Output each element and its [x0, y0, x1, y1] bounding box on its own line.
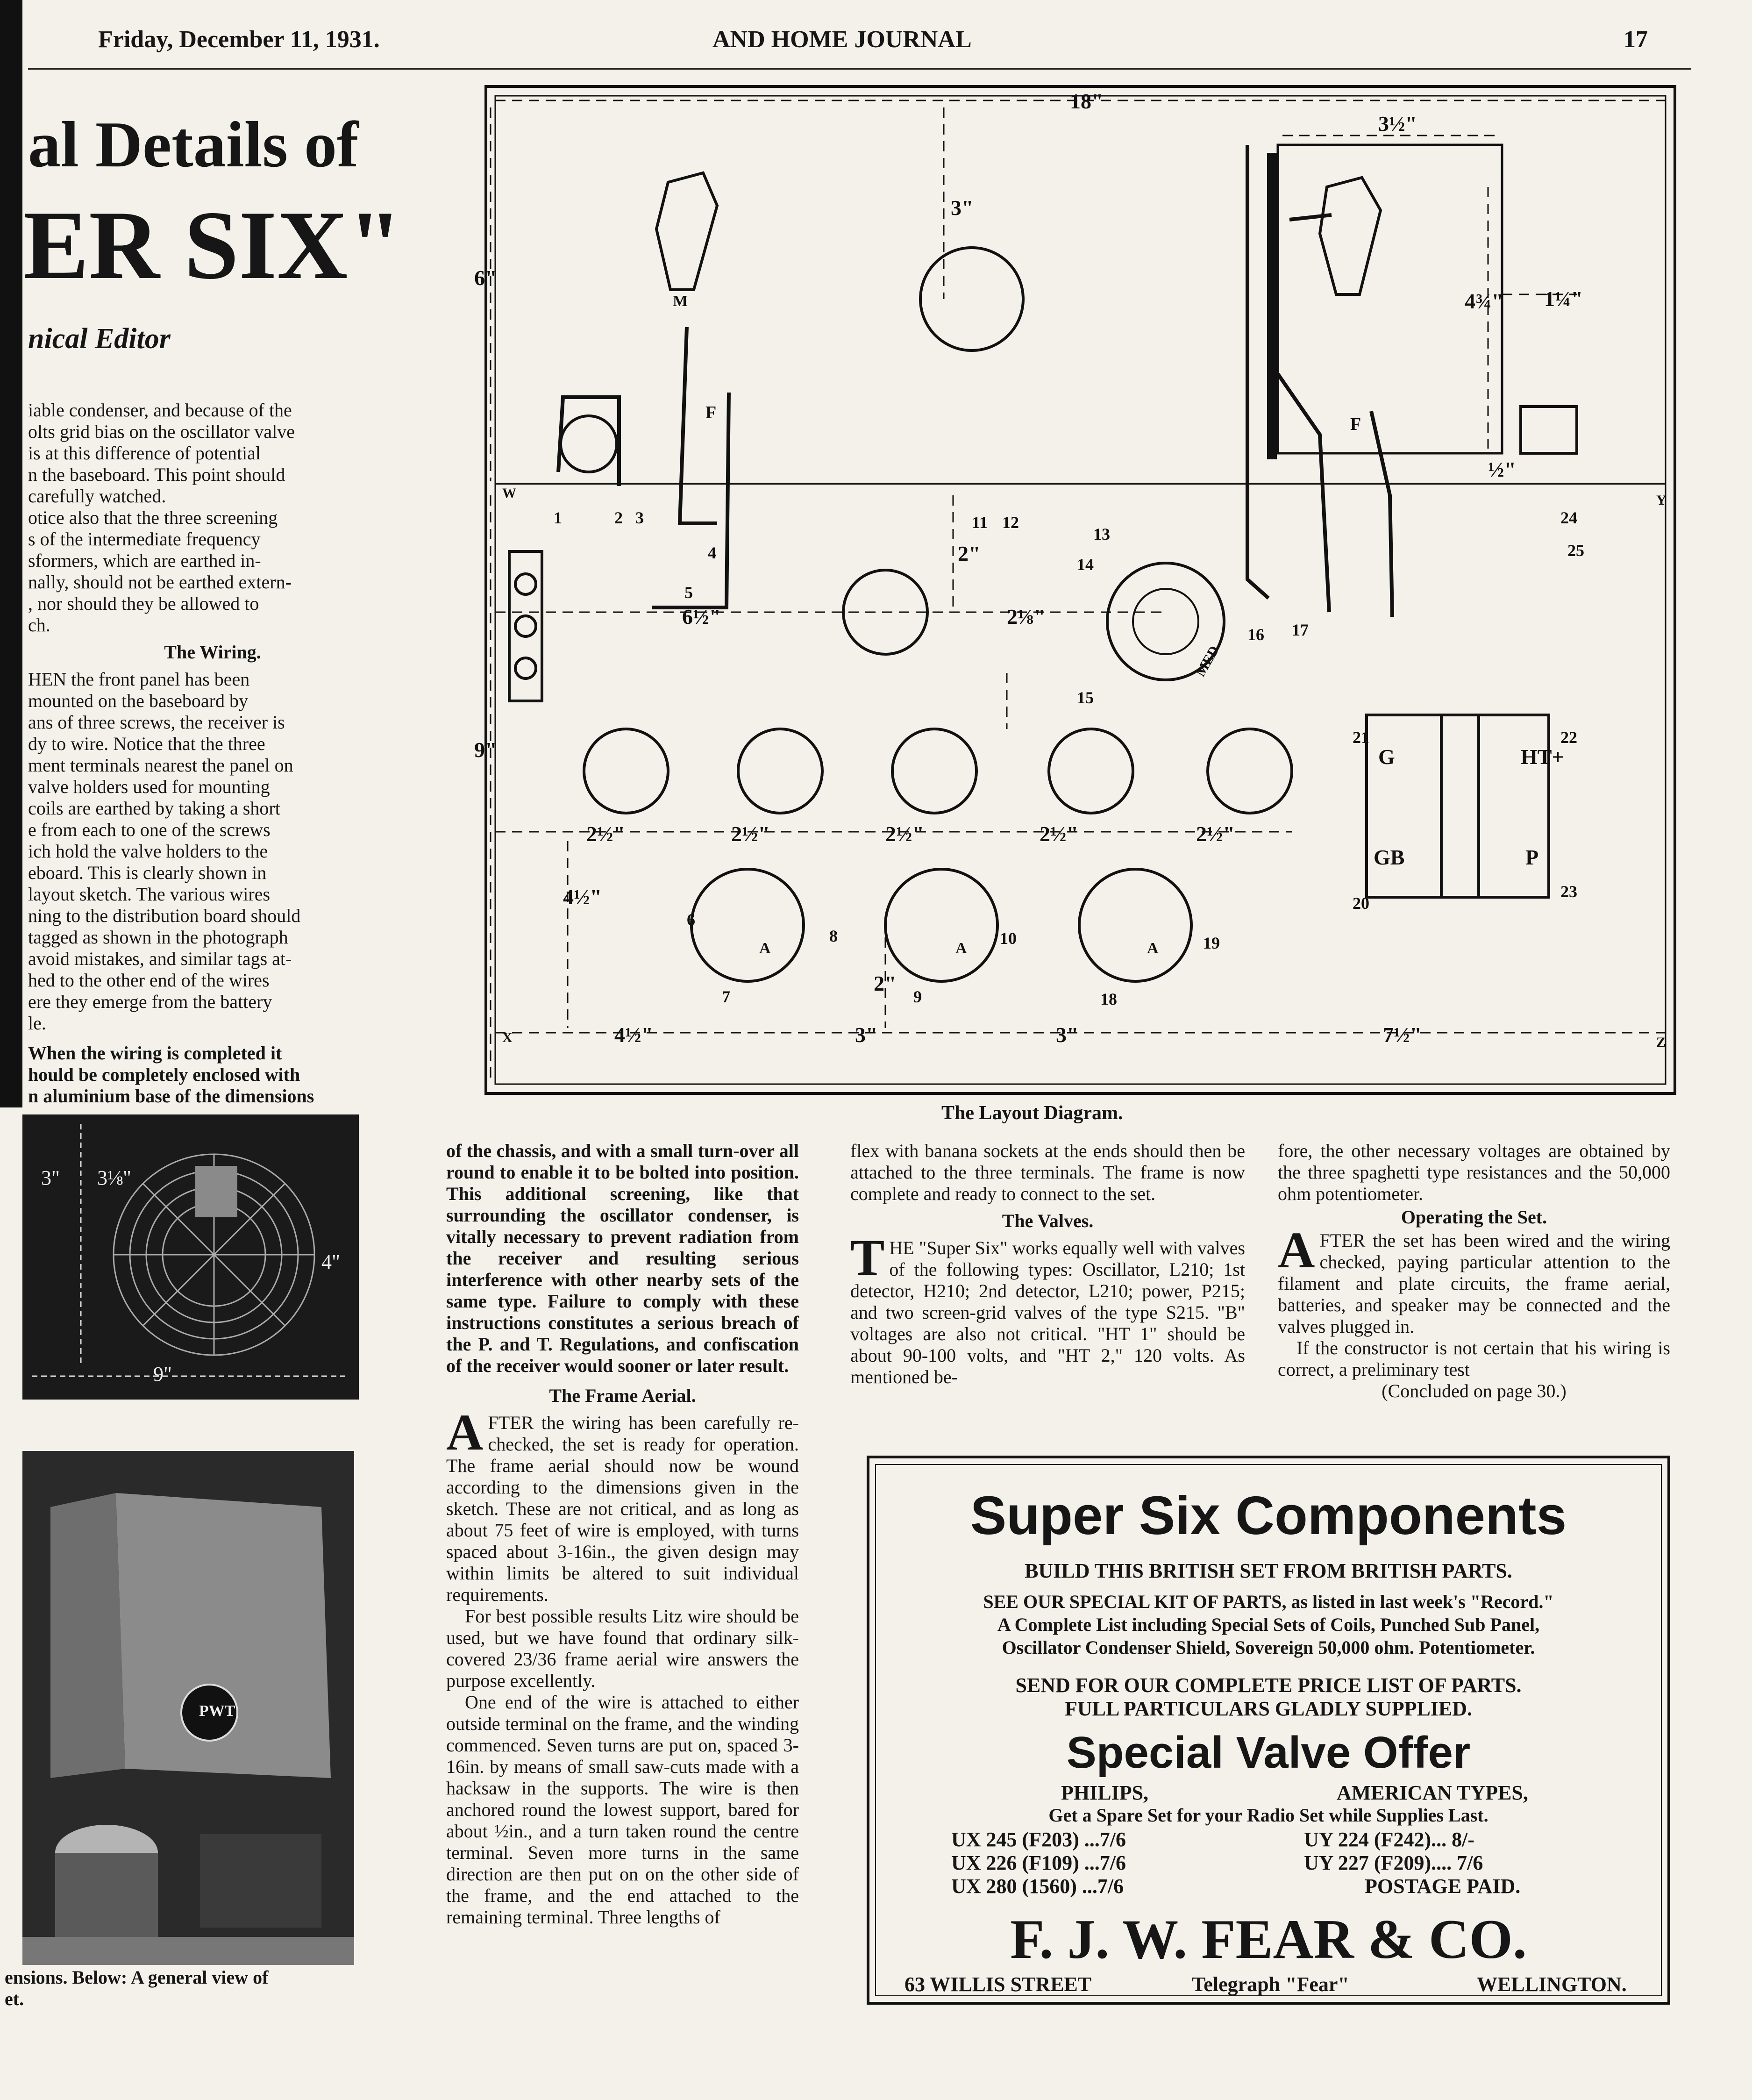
svg-text:2⅛": 2⅛" — [1007, 605, 1046, 629]
photo-dim-label: 3" — [41, 1166, 60, 1189]
svg-text:6": 6" — [474, 266, 497, 290]
page-fold-edge — [0, 0, 22, 1107]
photo-dim-label: 9" — [153, 1363, 172, 1386]
col3-para-1: flex with banana sockets at the ends should then be attached to the three terminals. The frame is now complete and ready to connect to the set. — [850, 1140, 1245, 1204]
svg-text:2½": 2½" — [731, 822, 770, 846]
svg-text:2½": 2½" — [586, 822, 626, 846]
svg-text:4¾": 4¾" — [1465, 289, 1504, 313]
ad-price-left: UX 226 (F109) ...7/6 — [951, 1851, 1126, 1874]
svg-text:A: A — [759, 940, 771, 957]
svg-text:X: X — [502, 1030, 513, 1045]
intro-line: olts grid bias on the oscillator valve — [28, 421, 295, 442]
column-4 — [1278, 1140, 1670, 1402]
photo-dim-label: 4" — [321, 1250, 340, 1273]
svg-text:GB: GB — [1374, 845, 1405, 869]
ad-price-left: UX 280 (1560) ...7/6 — [951, 1875, 1124, 1898]
svg-text:G: G — [1378, 745, 1395, 769]
svg-text:19: 19 — [1203, 934, 1220, 952]
svg-text:4: 4 — [708, 543, 716, 562]
wiring-line: ment terminals nearest the panel on — [28, 755, 293, 776]
svg-text:22: 22 — [1560, 728, 1577, 747]
column-3 — [850, 1140, 1245, 1388]
coil-bracket — [1320, 178, 1381, 294]
col4-para-1: fore, the other necessary voltages are obtained by the three spaghetti type resistances and the 50,000 ohm potentiometer. — [1278, 1140, 1670, 1204]
header-journal: AND HOME JOURNAL — [712, 26, 972, 53]
ad-line: A Complete List including Special Sets of Coils, Punched Sub Panel, — [997, 1614, 1540, 1635]
svg-text:17: 17 — [1292, 621, 1309, 639]
wiring-line: valve holders used for mounting — [28, 776, 270, 797]
svg-text:A: A — [955, 940, 967, 957]
svg-text:12: 12 — [1002, 513, 1019, 532]
svg-text:5: 5 — [684, 583, 693, 602]
wiring-line: HEN the front panel has been — [28, 669, 250, 690]
photo-caption-line: ensions. Below: A general view of — [5, 1967, 269, 1988]
svg-text:6½": 6½" — [682, 605, 721, 629]
column-1 — [28, 400, 397, 1107]
baseboard-outline — [486, 86, 1675, 1093]
intro-line: n the baseboard. This point should — [28, 464, 285, 485]
potentiometer-knob — [1133, 589, 1198, 654]
svg-text:W: W — [502, 486, 516, 501]
ad-address: 63 WILLIS STREET — [904, 1973, 1092, 1996]
transformer-core — [1441, 715, 1479, 897]
svg-text:2½": 2½" — [885, 822, 925, 846]
wiring-line: e from each to one of the screws — [28, 819, 271, 840]
ad-line: BUILD THIS BRITISH SET FROM BRITISH PARTS. — [1025, 1559, 1512, 1582]
svg-text:P: P — [1525, 845, 1539, 869]
intro-line: otice also that the three screening — [28, 507, 278, 528]
ad-spare: Get a Spare Set for your Radio Set while Supplies Last. — [1048, 1805, 1488, 1826]
wiring-line: hed to the other end of the wires — [28, 970, 270, 991]
diagram-caption: The Layout Diagram. — [941, 1102, 1123, 1124]
frame-para-1: AFTER the wiring has been carefully re-checked, the set is ready for operation. The frame aerial should now be wound according to the dimensions given in the sketch. These are not critical, and as long as about 75 feet of wire is employed, with turns spaced about 3-16in., the given design may within limits be altered to suit individual requirements. — [446, 1404, 799, 1605]
svg-text:9": 9" — [474, 738, 497, 762]
operating-heading: Operating the Set. — [1401, 1207, 1547, 1228]
svg-text:13: 13 — [1093, 525, 1110, 543]
shield-edge — [1268, 154, 1275, 458]
header-date: Friday, December 11, 1931. — [98, 26, 380, 53]
header-rule — [28, 68, 1691, 70]
ad-postage: POSTAGE PAID. — [1365, 1875, 1521, 1898]
intro-line: nally, should not be earthed extern- — [28, 571, 292, 593]
header-page-number: 17 — [1624, 26, 1648, 53]
svg-text:6: 6 — [687, 910, 695, 929]
svg-text:8: 8 — [829, 927, 838, 945]
frame-para-3: One end of the wire is attached to either outside terminal on the frame, and the winding commenced. Seven turns are put on, spaced 3-16in. by means of small saw-cuts made with a hacksaw in the supports. The wire is then anchored round the lowest support, bared for about ½in., and a turn taken round the centre terminal. Seven more turns in the same direction are then put on on the other side of the frame, and the end attached to the remaining terminal. Three lengths of — [446, 1692, 799, 1928]
ad-line: Oscillator Condenser Shield, Sovereign 50,000 ohm. Potentiometer. — [1002, 1637, 1535, 1658]
dropcap: A — [1278, 1221, 1315, 1279]
ad-line: SEND FOR OUR COMPLETE PRICE LIST OF PARTS. — [1015, 1674, 1522, 1697]
bold-line: hould be completely enclosed with — [28, 1064, 300, 1085]
svg-text:Z: Z — [1656, 1035, 1666, 1050]
svg-text:16: 16 — [1247, 625, 1264, 644]
photo-label: PWT — [199, 1702, 235, 1720]
ad-city: WELLINGTON. — [1477, 1973, 1627, 1996]
frame-aerial-photo — [22, 1114, 359, 1400]
ad-price-right: UY 224 (F242)... 8/- — [1304, 1828, 1474, 1851]
svg-text:15: 15 — [1077, 688, 1094, 707]
dimension-lines — [491, 100, 1666, 1084]
svg-text:4½": 4½" — [563, 885, 602, 909]
svg-text:HT+: HT+ — [1521, 745, 1564, 769]
ad-line: FULL PARTICULARS GLADLY SUPPLIED. — [1064, 1697, 1473, 1720]
ad-line: SEE OUR SPECIAL KIT OF PARTS, as listed in last week's "Record." — [983, 1591, 1554, 1612]
choke — [1521, 407, 1577, 453]
wiring-line: le. — [28, 1013, 46, 1034]
wiring-line: dy to wire. Notice that the three — [28, 733, 265, 754]
svg-text:2": 2" — [958, 542, 981, 565]
terminal-socket — [515, 616, 536, 636]
svg-text:18: 18 — [1100, 990, 1117, 1008]
svg-text:24: 24 — [1560, 508, 1577, 527]
svg-text:14: 14 — [1077, 555, 1094, 574]
svg-text:3: 3 — [635, 508, 644, 527]
wiring-line: mounted on the baseboard by — [28, 690, 248, 711]
svg-text:F: F — [1350, 414, 1361, 434]
svg-text:7½": 7½" — [1383, 1023, 1422, 1047]
svg-text:3": 3" — [855, 1023, 878, 1047]
ad-title: Super Six Components — [970, 1485, 1567, 1546]
svg-text:3": 3" — [1056, 1023, 1079, 1047]
valve-holder — [584, 729, 668, 813]
audio-transformer — [1367, 715, 1549, 897]
wiring-line: ich hold the valve holders to the — [28, 841, 268, 862]
svg-text:23: 23 — [1560, 882, 1577, 901]
bold-line: n aluminium base of the dimensions — [28, 1086, 314, 1107]
svg-text:M: M — [673, 293, 688, 310]
svg-text:1¼": 1¼" — [1544, 287, 1583, 311]
valve-holder — [738, 729, 822, 813]
wiring-line: avoid mistakes, and similar tags at- — [28, 948, 292, 969]
valve-holder — [892, 729, 976, 813]
svg-text:7: 7 — [722, 987, 730, 1006]
wiring-line: ning to the distribution board should — [28, 905, 301, 926]
svg-text:2½": 2½" — [1196, 822, 1235, 846]
svg-text:18": 18" — [1070, 89, 1104, 113]
svg-text:3½": 3½" — [1378, 112, 1417, 136]
wiring-line: ans of three screws, the receiver is — [28, 712, 285, 733]
dropcap: T — [850, 1229, 885, 1286]
valves-para: THE "Super Six" works equally well with valves of the following types: Oscillator, L210; 1st detector, H210; 2nd detector, L210; power, P215; and two screen-grid valves of the type S215. "B" voltages are also not critical. "HT 1" should be about 90-100 volts, and "HT 2," 120 volts. As mentioned be- — [850, 1229, 1245, 1387]
general-view-photo — [22, 1451, 354, 1965]
terminal-socket — [515, 574, 536, 594]
svg-text:3": 3" — [951, 196, 974, 220]
condenser-dial — [920, 248, 1023, 350]
column-2 — [446, 1140, 799, 1928]
frame-para-2: For best possible results Litz wire should be used, but we have found that ordinary silk-covered 23/36 frame aerial wire answers the purpose excellently. — [446, 1606, 799, 1691]
svg-text:9: 9 — [913, 987, 922, 1006]
wiring-heading: The Wiring. — [164, 642, 261, 663]
rheostat — [561, 416, 617, 472]
article-byline: nical Editor — [28, 323, 171, 355]
valve-holder — [1208, 729, 1292, 813]
intro-line: , nor should they be allowed to — [28, 593, 259, 614]
ad-price-left: UX 245 (F203) ...7/6 — [951, 1828, 1126, 1851]
coil-holder — [691, 869, 804, 981]
wiring-line: coils are earthed by taking a short — [28, 798, 280, 819]
svg-text:21: 21 — [1353, 728, 1369, 747]
svg-text:F: F — [705, 403, 717, 422]
frame-aerial-heading: The Frame Aerial. — [549, 1385, 696, 1406]
frame-aerial-sketch — [22, 1114, 359, 1400]
intro-line: s of the intermediate frequency — [28, 529, 261, 550]
svg-text:4½": 4½" — [614, 1023, 654, 1047]
svg-text:2": 2" — [874, 971, 897, 995]
svg-text:2½": 2½" — [1040, 822, 1079, 846]
ad-company: F. J. W. FEAR & CO. — [1010, 1908, 1527, 1970]
coil-holder — [885, 869, 997, 981]
advertisement — [867, 1456, 1670, 2005]
intro-line: sformers, which are earthed in- — [28, 550, 261, 571]
layout-diagram-svg — [474, 75, 1684, 1096]
coil-bracket — [656, 173, 717, 290]
general-view-sketch — [22, 1451, 354, 1965]
col2-bold-para: of the chassis, and with a small turn-over all round to enable it to be bolted into position. This additional screening, like that surrounding the oscillator condenser, is vitally necessary to prevent radiation from the receiver and resulting serious interference with other nearby sets of the same type. Failure to comply with these instructions constitutes a serious breach of the P. and T. Regulations, and confiscation of the receiver would sooner or later result. — [446, 1140, 799, 1376]
wiring-line: layout sketch. The various wires — [28, 884, 271, 905]
dropcap: A — [446, 1404, 484, 1461]
intro-line: is at this difference of potential — [28, 443, 261, 464]
svg-text:MED: MED — [1192, 643, 1223, 679]
svg-text:Y: Y — [1656, 493, 1667, 508]
svg-text:10: 10 — [1000, 929, 1017, 948]
intro-line: ch. — [28, 614, 50, 636]
wiring-line: eboard. This is clearly shown in — [28, 862, 267, 883]
bold-line: When the wiring is completed it — [28, 1043, 282, 1064]
coil-holder — [1079, 869, 1191, 981]
terminal-numbers — [554, 508, 1584, 1008]
wiring-line: ere they emerge from the battery — [28, 991, 272, 1012]
concluded-note: (Concluded on page 30.) — [1382, 1380, 1567, 1401]
svg-text:25: 25 — [1567, 541, 1584, 560]
valve-holder — [1049, 729, 1133, 813]
diagram-labels — [474, 89, 1667, 1050]
valves-heading: The Valves. — [1002, 1210, 1094, 1231]
intro-line: iable condenser, and because of the — [28, 400, 292, 421]
ad-types-right: AMERICAN TYPES, — [1337, 1781, 1528, 1804]
svg-text:1: 1 — [554, 508, 562, 527]
ad-telegraph: Telegraph "Fear" — [1192, 1973, 1349, 1996]
intro-line: carefully watched. — [28, 486, 166, 507]
layout-diagram — [474, 75, 1684, 1096]
svg-text:A: A — [1147, 940, 1159, 957]
svg-text:11: 11 — [972, 513, 988, 532]
wiring-line: tagged as shown in the photograph — [28, 927, 288, 948]
svg-text:½": ½" — [1488, 457, 1517, 481]
svg-text:2: 2 — [614, 508, 623, 527]
terminal-socket — [515, 658, 536, 679]
ad-types-left: PHILIPS, — [1061, 1781, 1149, 1804]
article-title-line2: ER SIX" — [23, 191, 402, 300]
article-title-line1: al Details of — [28, 108, 359, 181]
ad-price-right: UY 227 (F209).... 7/6 — [1304, 1851, 1483, 1874]
operating-para-1: AFTER the set has been wired and the wiring checked, paying particular attention to the filament and plate circuits, the frame aerial, batteries, and speaker may be connected and the valves plugged in. — [1278, 1221, 1670, 1337]
svg-text:20: 20 — [1353, 894, 1369, 913]
ad-offer: Special Valve Offer — [1066, 1728, 1471, 1778]
photo-caption-line: et. — [5, 1988, 24, 2009]
photo-dim-label: 3⅛" — [97, 1166, 131, 1189]
operating-para-2: If the constructor is not certain that his wiring is correct, a preliminary test — [1278, 1337, 1670, 1380]
